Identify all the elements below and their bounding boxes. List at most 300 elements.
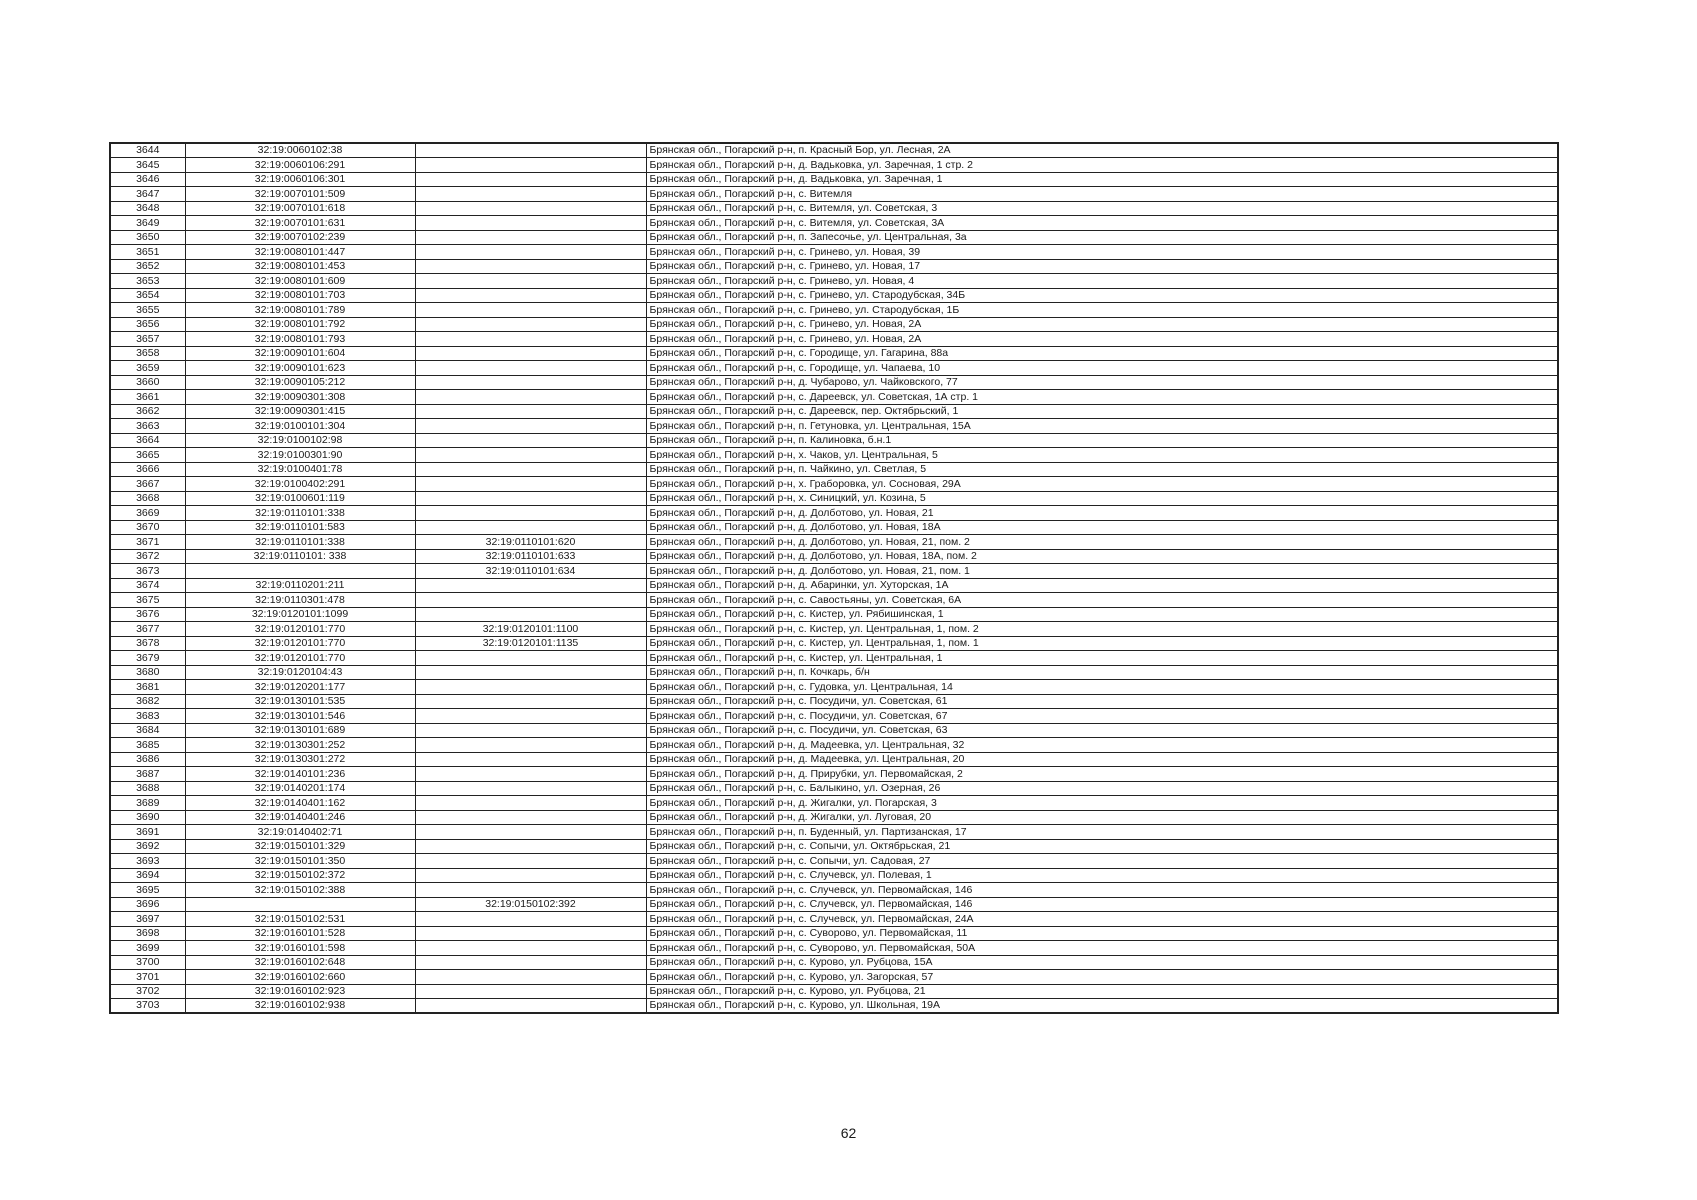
table-row: [110, 767, 1558, 782]
cadastral-number-cell: 32:19:0140101:236: [185, 767, 415, 782]
table-row: [110, 810, 1558, 825]
row-number-cell: 3678: [110, 636, 185, 651]
row-number-cell: 3702: [110, 984, 185, 999]
premises-cadastral-number-cell: [415, 303, 646, 318]
table-row: [110, 781, 1558, 796]
address-cell: Брянская обл., Погарский р-н, с. Сопычи, ул. Октябрьская, 21: [646, 839, 1558, 854]
cadastral-number-cell: 32:19:0100102:98: [185, 433, 415, 448]
premises-cadastral-number-cell: [415, 216, 646, 231]
cadastral-number-cell: 32:19:0100601:119: [185, 491, 415, 506]
cadastral-number-cell: 32:19:0100402:291: [185, 477, 415, 492]
address-cell: Брянская обл., Погарский р-н, с. Посудичи, ул. Советская, 61: [646, 694, 1558, 709]
cadastral-number-cell: 32:19:0090301:308: [185, 390, 415, 405]
table-row: [110, 868, 1558, 883]
table-row: [110, 738, 1558, 753]
cadastral-number-cell: 32:19:0160101:598: [185, 941, 415, 956]
premises-cadastral-number-cell: [415, 607, 646, 622]
table-row: [110, 404, 1558, 419]
table-row: [110, 520, 1558, 535]
row-number-cell: 3672: [110, 549, 185, 564]
table-row: [110, 999, 1558, 1014]
address-cell: Брянская обл., Погарский р-н, д. Мадеевка, ул. Центральная, 32: [646, 738, 1558, 753]
premises-cadastral-number-cell: [415, 839, 646, 854]
cadastral-number-cell: 32:19:0090101:604: [185, 346, 415, 361]
premises-cadastral-number-cell: [415, 448, 646, 463]
table-row: [110, 897, 1558, 912]
cadastral-number-cell: 32:19:0110101:583: [185, 520, 415, 535]
address-cell: Брянская обл., Погарский р-н, п. Калиновка, б.н.1: [646, 433, 1558, 448]
table-row: [110, 854, 1558, 869]
cadastral-number-cell: 32:19:0130101:546: [185, 709, 415, 724]
cadastral-number-cell: 32:19:0080101:609: [185, 274, 415, 289]
premises-cadastral-number-cell: [415, 941, 646, 956]
table-row: [110, 245, 1558, 260]
address-cell: Брянская обл., Погарский р-н, д. Долботово, ул. Новая, 21: [646, 506, 1558, 521]
cadastral-number-cell: 32:19:0110201:211: [185, 578, 415, 593]
row-number-cell: 3651: [110, 245, 185, 260]
row-number-cell: 3696: [110, 897, 185, 912]
premises-cadastral-number-cell: 32:19:0110101:634: [415, 564, 646, 579]
premises-cadastral-number-cell: [415, 317, 646, 332]
table-row: [110, 636, 1558, 651]
table-row: [110, 622, 1558, 637]
table-row: [110, 448, 1558, 463]
row-number-cell: 3645: [110, 158, 185, 173]
row-number-cell: 3648: [110, 201, 185, 216]
cadastral-number-cell: 32:19:0090101:623: [185, 361, 415, 376]
cadastral-number-cell: 32:19:0150102:388: [185, 883, 415, 898]
table-row: [110, 390, 1558, 405]
cadastral-number-cell: 32:19:0160101:528: [185, 926, 415, 941]
premises-cadastral-number-cell: [415, 781, 646, 796]
address-cell: Брянская обл., Погарский р-н, с. Гринево, ул. Стародубская, 1Б: [646, 303, 1558, 318]
address-cell: Брянская обл., Погарский р-н, д. Долботово, ул. Новая, 21, пом. 2: [646, 535, 1558, 550]
premises-cadastral-number-cell: [415, 346, 646, 361]
address-cell: Брянская обл., Погарский р-н, д. Мадеевка, ул. Центральная, 20: [646, 752, 1558, 767]
address-cell: Брянская обл., Погарский р-н, д. Долботово, ул. Новая, 18А: [646, 520, 1558, 535]
cadastral-number-cell: 32:19:0110101: 338: [185, 549, 415, 564]
premises-cadastral-number-cell: [415, 854, 646, 869]
table-row: [110, 564, 1558, 579]
address-cell: Брянская обл., Погарский р-н, с. Суворово, ул. Первомайская, 11: [646, 926, 1558, 941]
table-row: [110, 172, 1558, 187]
table-row: [110, 926, 1558, 941]
premises-cadastral-number-cell: [415, 259, 646, 274]
row-number-cell: 3676: [110, 607, 185, 622]
row-number-cell: 3679: [110, 651, 185, 666]
row-number-cell: 3654: [110, 288, 185, 303]
premises-cadastral-number-cell: [415, 274, 646, 289]
address-cell: Брянская обл., Погарский р-н, с. Посудичи, ул. Советская, 67: [646, 709, 1558, 724]
cadastral-number-cell: 32:19:0090301:415: [185, 404, 415, 419]
row-number-cell: 3683: [110, 709, 185, 724]
cadastral-number-cell: 32:19:0150102:531: [185, 912, 415, 927]
address-cell: Брянская обл., Погарский р-н, д. Долботово, ул. Новая, 21, пом. 1: [646, 564, 1558, 579]
table-row: [110, 375, 1558, 390]
cadastral-number-cell: 32:19:0140401:162: [185, 796, 415, 811]
table-row: [110, 970, 1558, 985]
premises-cadastral-number-cell: [415, 506, 646, 521]
row-number-cell: 3688: [110, 781, 185, 796]
table-row: [110, 317, 1558, 332]
premises-cadastral-number-cell: [415, 462, 646, 477]
table-row: [110, 535, 1558, 550]
cadastral-number-cell: 32:19:0140201:174: [185, 781, 415, 796]
row-number-cell: 3658: [110, 346, 185, 361]
table-row: [110, 230, 1558, 245]
premises-cadastral-number-cell: [415, 390, 646, 405]
table-row: [110, 912, 1558, 927]
address-cell: Брянская обл., Погарский р-н, д. Долботово, ул. Новая, 18А, пом. 2: [646, 549, 1558, 564]
premises-cadastral-number-cell: [415, 578, 646, 593]
premises-cadastral-number-cell: [415, 999, 646, 1014]
row-number-cell: 3695: [110, 883, 185, 898]
row-number-cell: 3644: [110, 143, 185, 158]
premises-cadastral-number-cell: [415, 172, 646, 187]
table-row: [110, 796, 1558, 811]
register-body: [110, 143, 1558, 1013]
address-cell: Брянская обл., Погарский р-н, п. Буденный, ул. Партизанская, 17: [646, 825, 1558, 840]
cadastral-number-cell: 32:19:0120101:770: [185, 622, 415, 637]
row-number-cell: 3659: [110, 361, 185, 376]
row-number-cell: 3664: [110, 433, 185, 448]
table-row: [110, 825, 1558, 840]
table-row: [110, 303, 1558, 318]
cadastral-number-cell: 32:19:0130301:272: [185, 752, 415, 767]
address-cell: Брянская обл., Погарский р-н, п. Чайкино, ул. Светлая, 5: [646, 462, 1558, 477]
premises-cadastral-number-cell: [415, 926, 646, 941]
premises-cadastral-number-cell: 32:19:0110101:633: [415, 549, 646, 564]
premises-cadastral-number-cell: [415, 375, 646, 390]
cadastral-number-cell: 32:19:0070101:631: [185, 216, 415, 231]
table-row: [110, 955, 1558, 970]
table-row: [110, 143, 1558, 158]
premises-cadastral-number-cell: [415, 491, 646, 506]
address-cell: Брянская обл., Погарский р-н, с. Случевск, ул. Первомайская, 146: [646, 883, 1558, 898]
row-number-cell: 3652: [110, 259, 185, 274]
address-cell: Брянская обл., Погарский р-н, п. Кочкарь, б/н: [646, 665, 1558, 680]
cadastral-number-cell: 32:19:0120101:770: [185, 651, 415, 666]
table-row: [110, 361, 1558, 376]
cadastral-number-cell: 32:19:0060106:291: [185, 158, 415, 173]
address-cell: Брянская обл., Погарский р-н, с. Курово, ул. Рубцова, 21: [646, 984, 1558, 999]
row-number-cell: 3666: [110, 462, 185, 477]
address-cell: Брянская обл., Погарский р-н, с. Кистер, ул. Центральная, 1: [646, 651, 1558, 666]
premises-cadastral-number-cell: [415, 158, 646, 173]
table-row: [110, 288, 1558, 303]
premises-cadastral-number-cell: [415, 796, 646, 811]
table-row: [110, 419, 1558, 434]
premises-cadastral-number-cell: 32:19:0120101:1135: [415, 636, 646, 651]
row-number-cell: 3655: [110, 303, 185, 318]
cadastral-number-cell: 32:19:0110301:478: [185, 593, 415, 608]
table-row: [110, 216, 1558, 231]
address-cell: Брянская обл., Погарский р-н, х. Синицкий, ул. Козина, 5: [646, 491, 1558, 506]
address-cell: Брянская обл., Погарский р-н, с. Городище, ул. Гагарина, 88а: [646, 346, 1558, 361]
address-cell: Брянская обл., Погарский р-н, с. Курово, ул. Школьная, 19А: [646, 999, 1558, 1014]
premises-cadastral-number-cell: [415, 883, 646, 898]
address-cell: Брянская обл., Погарский р-н, с. Посудичи, ул. Советская, 63: [646, 723, 1558, 738]
row-number-cell: 3681: [110, 680, 185, 695]
row-number-cell: 3668: [110, 491, 185, 506]
table-row: [110, 506, 1558, 521]
row-number-cell: 3667: [110, 477, 185, 492]
premises-cadastral-number-cell: [415, 767, 646, 782]
cadastral-number-cell: 32:19:0080101:789: [185, 303, 415, 318]
cadastral-number-cell: 32:19:0160102:648: [185, 955, 415, 970]
address-cell: Брянская обл., Погарский р-н, п. Красный Бор, ул. Лесная, 2А: [646, 143, 1558, 158]
address-cell: Брянская обл., Погарский р-н, д. Жигалки, ул. Луговая, 20: [646, 810, 1558, 825]
row-number-cell: 3662: [110, 404, 185, 419]
address-cell: Брянская обл., Погарский р-н, с. Гринево, ул. Новая, 2А: [646, 332, 1558, 347]
table-row: [110, 651, 1558, 666]
address-cell: Брянская обл., Погарский р-н, с. Дареевск, пер. Октябрьский, 1: [646, 404, 1558, 419]
premises-cadastral-number-cell: [415, 520, 646, 535]
address-cell: Брянская обл., Погарский р-н, с. Курово, ул. Рубцова, 15А: [646, 955, 1558, 970]
address-cell: Брянская обл., Погарский р-н, с. Суворово, ул. Первомайская, 50А: [646, 941, 1558, 956]
premises-cadastral-number-cell: [415, 477, 646, 492]
row-number-cell: 3673: [110, 564, 185, 579]
address-cell: Брянская обл., Погарский р-н, х. Граборовка, ул. Сосновая, 29А: [646, 477, 1558, 492]
row-number-cell: 3665: [110, 448, 185, 463]
row-number-cell: 3661: [110, 390, 185, 405]
premises-cadastral-number-cell: [415, 709, 646, 724]
address-cell: Брянская обл., Погарский р-н, с. Гудовка, ул. Центральная, 14: [646, 680, 1558, 695]
cadastral-number-cell: 32:19:0120104:43: [185, 665, 415, 680]
address-cell: Брянская обл., Погарский р-н, с. Кистер, ул. Центральная, 1, пом. 1: [646, 636, 1558, 651]
premises-cadastral-number-cell: [415, 230, 646, 245]
cadastral-number-cell: 32:19:0080101:703: [185, 288, 415, 303]
table-row: [110, 752, 1558, 767]
premises-cadastral-number-cell: [415, 868, 646, 883]
row-number-cell: 3700: [110, 955, 185, 970]
address-cell: Брянская обл., Погарский р-н, с. Балыкино, ул. Озерная, 26: [646, 781, 1558, 796]
cadastral-number-cell: 32:19:0100301:90: [185, 448, 415, 463]
row-number-cell: 3703: [110, 999, 185, 1014]
row-number-cell: 3693: [110, 854, 185, 869]
table-row: [110, 694, 1558, 709]
cadastral-number-cell: 32:19:0160102:660: [185, 970, 415, 985]
table-row: [110, 491, 1558, 506]
cadastral-number-cell: 32:19:0110101:338: [185, 535, 415, 550]
cadastral-number-cell: 32:19:0160102:923: [185, 984, 415, 999]
table-row: [110, 187, 1558, 202]
premises-cadastral-number-cell: [415, 912, 646, 927]
address-cell: Брянская обл., Погарский р-н, с. Курово, ул. Загорская, 57: [646, 970, 1558, 985]
premises-cadastral-number-cell: [415, 143, 646, 158]
premises-cadastral-number-cell: [415, 810, 646, 825]
address-cell: Брянская обл., Погарский р-н, с. Случевск, ул. Первомайская, 146: [646, 897, 1558, 912]
address-cell: Брянская обл., Погарский р-н, с. Гринево, ул. Новая, 39: [646, 245, 1558, 260]
address-cell: Брянская обл., Погарский р-н, с. Гринево, ул. Новая, 4: [646, 274, 1558, 289]
row-number-cell: 3660: [110, 375, 185, 390]
address-cell: Брянская обл., Погарский р-н, д. Жигалки, ул. Погарская, 3: [646, 796, 1558, 811]
table-row: [110, 723, 1558, 738]
address-cell: Брянская обл., Погарский р-н, с. Дареевск, ул. Советская, 1А стр. 1: [646, 390, 1558, 405]
table-row: [110, 593, 1558, 608]
row-number-cell: 3675: [110, 593, 185, 608]
table-row: [110, 665, 1558, 680]
address-cell: Брянская обл., Погарский р-н, д. Прирубки, ул. Первомайская, 2: [646, 767, 1558, 782]
table-row: [110, 259, 1558, 274]
cadastral-number-cell: 32:19:0140402:71: [185, 825, 415, 840]
address-cell: Брянская обл., Погарский р-н, с. Гринево, ул. Новая, 2А: [646, 317, 1558, 332]
address-cell: Брянская обл., Погарский р-н, с. Витемля, ул. Советская, 3: [646, 201, 1558, 216]
cadastral-number-cell: 32:19:0150102:372: [185, 868, 415, 883]
row-number-cell: 3698: [110, 926, 185, 941]
table-row: [110, 274, 1558, 289]
premises-cadastral-number-cell: [415, 970, 646, 985]
cadastral-number-cell: [185, 897, 415, 912]
premises-cadastral-number-cell: [415, 187, 646, 202]
address-cell: Брянская обл., Погарский р-н, с. Витемля: [646, 187, 1558, 202]
cadastral-number-cell: 32:19:0160102:938: [185, 999, 415, 1014]
address-cell: Брянская обл., Погарский р-н, д. Абаринки, ул. Хуторская, 1А: [646, 578, 1558, 593]
cadastral-number-cell: 32:19:0070102:239: [185, 230, 415, 245]
premises-cadastral-number-cell: [415, 332, 646, 347]
table-row: [110, 549, 1558, 564]
cadastral-number-cell: 32:19:0150101:350: [185, 854, 415, 869]
premises-cadastral-number-cell: [415, 419, 646, 434]
row-number-cell: 3647: [110, 187, 185, 202]
address-cell: Брянская обл., Погарский р-н, с. Сопычи, ул. Садовая, 27: [646, 854, 1558, 869]
address-cell: Брянская обл., Погарский р-н, х. Чаков, ул. Центральная, 5: [646, 448, 1558, 463]
table-row: [110, 941, 1558, 956]
address-cell: Брянская обл., Погарский р-н, д. Вадьковка, ул. Заречная, 1 стр. 2: [646, 158, 1558, 173]
row-number-cell: 3690: [110, 810, 185, 825]
row-number-cell: 3657: [110, 332, 185, 347]
table-row: [110, 709, 1558, 724]
address-cell: Брянская обл., Погарский р-н, п. Гетуновка, ул. Центральная, 15А: [646, 419, 1558, 434]
row-number-cell: 3686: [110, 752, 185, 767]
address-cell: Брянская обл., Погарский р-н, д. Вадьковка, ул. Заречная, 1: [646, 172, 1558, 187]
row-number-cell: 3699: [110, 941, 185, 956]
address-cell: Брянская обл., Погарский р-н, с. Случевск, ул. Первомайская, 24А: [646, 912, 1558, 927]
cadastral-number-cell: 32:19:0060102:38: [185, 143, 415, 158]
cadastral-number-cell: 32:19:0060106:301: [185, 172, 415, 187]
premises-cadastral-number-cell: [415, 984, 646, 999]
row-number-cell: 3674: [110, 578, 185, 593]
row-number-cell: 3669: [110, 506, 185, 521]
premises-cadastral-number-cell: [415, 738, 646, 753]
address-cell: Брянская обл., Погарский р-н, п. Запесочье, ул. Центральная, 3а: [646, 230, 1558, 245]
row-number-cell: 3649: [110, 216, 185, 231]
table-row: [110, 839, 1558, 854]
premises-cadastral-number-cell: [415, 288, 646, 303]
premises-cadastral-number-cell: [415, 433, 646, 448]
address-cell: Брянская обл., Погарский р-н, с. Гринево, ул. Стародубская, 34Б: [646, 288, 1558, 303]
cadastral-number-cell: 32:19:0100101:304: [185, 419, 415, 434]
address-cell: Брянская обл., Погарский р-н, с. Гринево, ул. Новая, 17: [646, 259, 1558, 274]
address-cell: Брянская обл., Погарский р-н, с. Савостьяны, ул. Советская, 6А: [646, 593, 1558, 608]
premises-cadastral-number-cell: [415, 752, 646, 767]
table-row: [110, 462, 1558, 477]
cadastral-number-cell: [185, 564, 415, 579]
premises-cadastral-number-cell: [415, 593, 646, 608]
table-row: [110, 346, 1558, 361]
cadastral-number-cell: 32:19:0080101:792: [185, 317, 415, 332]
premises-cadastral-number-cell: [415, 651, 646, 666]
property-register-table: [109, 142, 1559, 1014]
row-number-cell: 3650: [110, 230, 185, 245]
table-row: [110, 607, 1558, 622]
premises-cadastral-number-cell: [415, 955, 646, 970]
premises-cadastral-number-cell: [415, 665, 646, 680]
premises-cadastral-number-cell: [415, 201, 646, 216]
address-cell: Брянская обл., Погарский р-н, с. Городище, ул. Чапаева, 10: [646, 361, 1558, 376]
row-number-cell: 3694: [110, 868, 185, 883]
address-cell: Брянская обл., Погарский р-н, с. Витемля, ул. Советская, 3А: [646, 216, 1558, 231]
row-number-cell: 3701: [110, 970, 185, 985]
table-row: [110, 332, 1558, 347]
row-number-cell: 3685: [110, 738, 185, 753]
cadastral-number-cell: 32:19:0080101:447: [185, 245, 415, 260]
table-row: [110, 680, 1558, 695]
cadastral-number-cell: 32:19:0080101:793: [185, 332, 415, 347]
table-row: [110, 201, 1558, 216]
cadastral-number-cell: 32:19:0130101:535: [185, 694, 415, 709]
address-cell: Брянская обл., Погарский р-н, с. Кистер, ул. Центральная, 1, пом. 2: [646, 622, 1558, 637]
cadastral-number-cell: 32:19:0120101:1099: [185, 607, 415, 622]
row-number-cell: 3692: [110, 839, 185, 854]
row-number-cell: 3697: [110, 912, 185, 927]
cadastral-number-cell: 32:19:0150101:329: [185, 839, 415, 854]
premises-cadastral-number-cell: 32:19:0120101:1100: [415, 622, 646, 637]
row-number-cell: 3671: [110, 535, 185, 550]
premises-cadastral-number-cell: [415, 694, 646, 709]
cadastral-number-cell: 32:19:0140401:246: [185, 810, 415, 825]
row-number-cell: 3646: [110, 172, 185, 187]
premises-cadastral-number-cell: [415, 825, 646, 840]
row-number-cell: 3663: [110, 419, 185, 434]
row-number-cell: 3684: [110, 723, 185, 738]
cadastral-number-cell: 32:19:0080101:453: [185, 259, 415, 274]
row-number-cell: 3653: [110, 274, 185, 289]
cadastral-number-cell: 32:19:0120201:177: [185, 680, 415, 695]
premises-cadastral-number-cell: [415, 680, 646, 695]
table-row: [110, 578, 1558, 593]
row-number-cell: 3656: [110, 317, 185, 332]
table-row: [110, 883, 1558, 898]
premises-cadastral-number-cell: [415, 361, 646, 376]
cadastral-number-cell: 32:19:0070101:509: [185, 187, 415, 202]
table-row: [110, 158, 1558, 173]
row-number-cell: 3682: [110, 694, 185, 709]
row-number-cell: 3689: [110, 796, 185, 811]
row-number-cell: 3670: [110, 520, 185, 535]
cadastral-number-cell: 32:19:0130101:689: [185, 723, 415, 738]
premises-cadastral-number-cell: 32:19:0110101:620: [415, 535, 646, 550]
cadastral-number-cell: 32:19:0130301:252: [185, 738, 415, 753]
premises-cadastral-number-cell: [415, 723, 646, 738]
cadastral-number-cell: 32:19:0110101:338: [185, 506, 415, 521]
row-number-cell: 3677: [110, 622, 185, 637]
row-number-cell: 3680: [110, 665, 185, 680]
cadastral-number-cell: 32:19:0100401:78: [185, 462, 415, 477]
page-number: 62: [840, 1125, 857, 1141]
premises-cadastral-number-cell: [415, 404, 646, 419]
table-row: [110, 477, 1558, 492]
address-cell: Брянская обл., Погарский р-н, д. Чубарово, ул. Чайковского, 77: [646, 375, 1558, 390]
address-cell: Брянская обл., Погарский р-н, с. Случевск, ул. Полевая, 1: [646, 868, 1558, 883]
table-row: [110, 433, 1558, 448]
premises-cadastral-number-cell: [415, 245, 646, 260]
row-number-cell: 3691: [110, 825, 185, 840]
premises-cadastral-number-cell: 32:19:0150102:392: [415, 897, 646, 912]
cadastral-number-cell: 32:19:0120101:770: [185, 636, 415, 651]
address-cell: Брянская обл., Погарский р-н, с. Кистер, ул. Рябишинская, 1: [646, 607, 1558, 622]
row-number-cell: 3687: [110, 767, 185, 782]
